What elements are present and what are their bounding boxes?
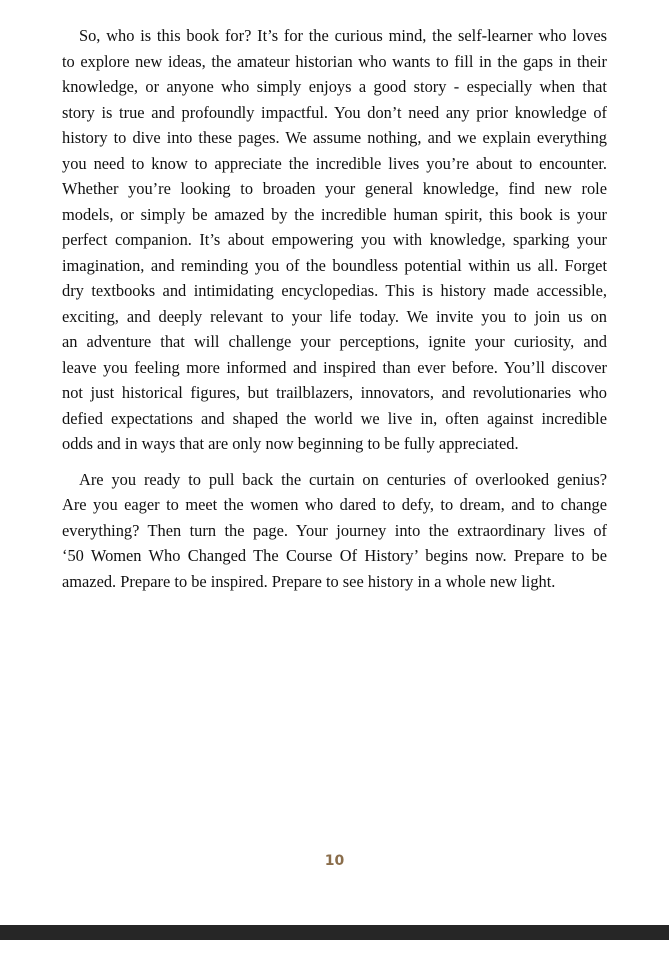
bottom-bar — [0, 925, 669, 940]
text-line: So, who is this book for? It’s for the curious mind, the self-learner who loves — [79, 26, 607, 45]
text-line: Whether you’re looking to broaden your general knowledge, find new role — [62, 179, 607, 198]
text-line: not just historical figures, but trailblazers, innovators, and revolutionaries who — [62, 383, 607, 402]
text-line: leave you feeling more informed and inspired than ever before. You’ll discover — [62, 357, 607, 377]
text-line: models, or simply be amazed by the incredible human spirit, this book is your — [62, 204, 607, 224]
text-line: exciting, and deeply relevant to your life today. We invite you to join us on — [62, 306, 607, 326]
text-line: ‘50 Women Who Changed The Course Of History’ begins now. Prepare to be — [62, 546, 607, 565]
text-line: defied expectations and shaped the world we live in, often against incredible — [62, 408, 607, 428]
text-line: to explore new ideas, the amateur historian who wants to fill in the gaps in their — [62, 51, 607, 71]
text-line: imagination, and reminding you of the boundless potential within us all. Forget — [62, 255, 607, 275]
text-line: Are you ready to pull back the curtain on centuries of overlooked genius? — [79, 469, 607, 489]
text-line: everything? Then turn the page. Your journey into the extraordinary lives of — [62, 520, 607, 540]
text-line: history to dive into these pages. We assume nothing, and we explain everything — [62, 128, 607, 147]
text-line: dry textbooks and intimidating encyclopedias. This is history made accessible, — [62, 281, 607, 300]
page-body — [62, 23, 607, 604]
paragraph — [62, 467, 607, 595]
text-line: Are you eager to meet the women who dared to defy, to dream, and to change — [62, 495, 607, 514]
text-line: odds and in ways that are only now beginning to be fully appreciated. — [62, 434, 519, 453]
text-line: amazed. Prepare to be inspired. Prepare to see history in a whole new light. — [62, 571, 556, 591]
text-line: an adventure that will challenge your perceptions, ignite your curiosity, and — [62, 332, 607, 351]
text-line: perfect companion. It’s about empowering you with knowledge, sparking your — [62, 230, 607, 249]
text-line: story is true and profoundly impactful. You don’t need any prior knowledge of — [62, 102, 607, 122]
text-line: knowledge, or anyone who simply enjoys a good story - especially when that — [62, 77, 607, 96]
text-line: you need to know to appreciate the incredible lives you’re about to encounter. — [62, 153, 607, 173]
page-number: 10 — [324, 853, 345, 869]
paragraph — [62, 23, 607, 457]
